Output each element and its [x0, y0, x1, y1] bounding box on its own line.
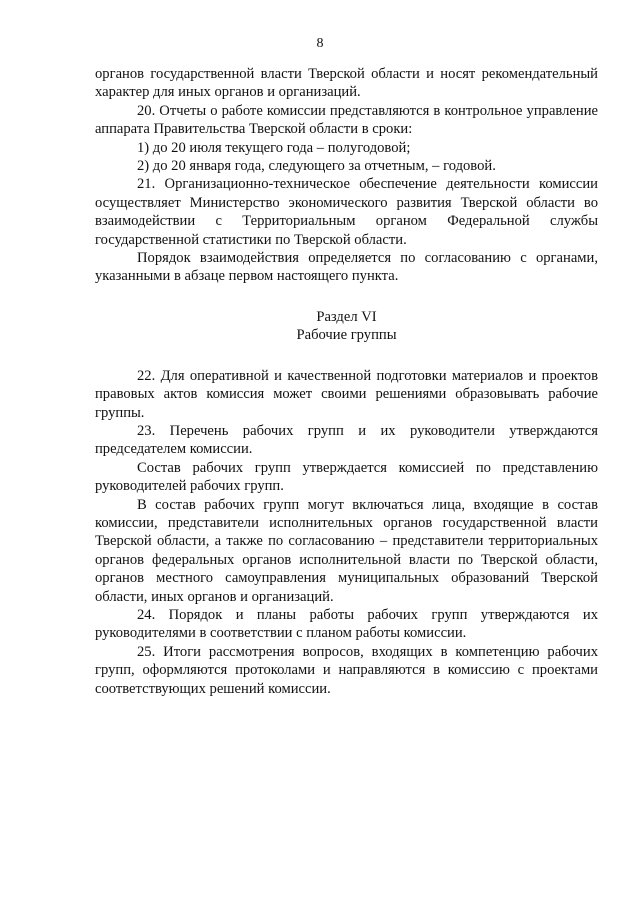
paragraph-item-23: 23. Перечень рабочих групп и их руководители утверждаются председателем комиссии.: [95, 422, 598, 458]
paragraph-item-22: 22. Для оперативной и качественной подготовки материалов и проектов правовых актов комиссия может своими решениями образовывать рабочие группы.: [95, 367, 598, 421]
paragraph-item-20-deadline-2: 2) до 20 января года, следующего за отчетным, – годовой.: [137, 158, 496, 175]
paragraph-group-members: В состав рабочих групп могут включаться лица, входящие в состав комиссии, представители исполнительных органов государственной власти Тверской области, а также по согласованию – представители территориальных органов федеральных органов исполнительной власти по Тверской области, органов местного самоуправления муниципальных образований Тверской области, иных органов и организаций.: [95, 496, 598, 605]
document-body: [95, 65, 598, 698]
paragraph-item-20: 20. Отчеты о работе комиссии представляются в контрольное управление аппарата Правительства Тверской области в сроки:: [95, 102, 598, 138]
page-number: 8: [316, 36, 324, 51]
paragraph-item-20-deadline-1: 1) до 20 июля текущего года – полугодовой;: [137, 139, 411, 156]
section-title: Рабочие группы: [296, 327, 397, 344]
paragraph-group-composition: Состав рабочих групп утверждается комиссией по представлению руководителей рабочих групп.: [95, 459, 598, 495]
paragraph-item-21: 21. Организационно-техническое обеспечение деятельности комиссии осуществляет Министерство экономического развития Тверской области во взаимодействии с Территориальным органом Федеральной службы государственной статистики по Тверской области.: [95, 176, 598, 248]
paragraph-item-24: 24. Порядок и планы работы рабочих групп утверждаются их руководителями в соответствии с планом работы комиссии.: [95, 606, 598, 642]
paragraph-item-25: 25. Итоги рассмотрения вопросов, входящих в компетенцию рабочих групп, оформляются протоколами и направляются в комиссию с проектами соответствующих решений комиссии.: [95, 643, 598, 697]
paragraph-continuation: органов государственной власти Тверской области и носят рекомендательный характер для иных органов и организаций.: [95, 66, 598, 101]
paragraph-interaction-order: Порядок взаимодействия определяется по согласованию с органами, указанными в абзаце первом настоящего пункта.: [95, 250, 598, 285]
section-heading: [95, 308, 598, 345]
section-number: Раздел VI: [316, 308, 377, 325]
